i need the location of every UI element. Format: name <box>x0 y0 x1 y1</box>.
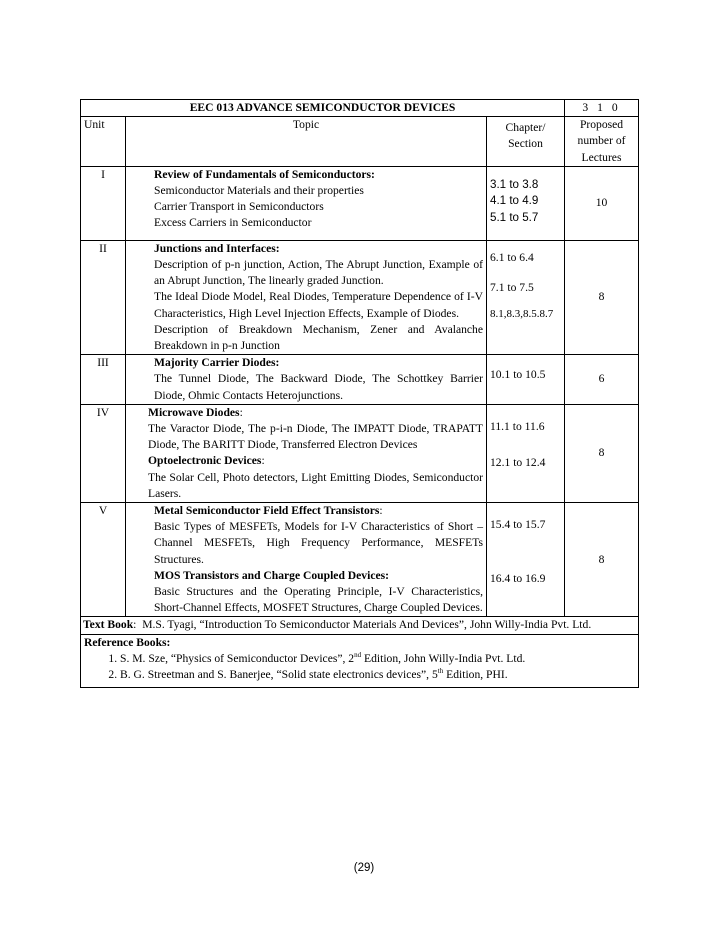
reference-text: S. M. Sze, “Physics of Semiconductor Devices”, 2 <box>120 651 355 665</box>
page-number: (29) <box>353 862 375 874</box>
section-ref: 11.1 to 11.6 <box>490 419 545 433</box>
topic-line: Semiconductor Materials and their properties <box>154 184 364 198</box>
reference-text: Edition, John Willy-India Pvt. Ltd. <box>361 651 526 665</box>
unit-row-1 <box>81 166 639 240</box>
unit-heading: Junctions and Interfaces: <box>154 241 280 255</box>
chapter-sections <box>487 166 565 240</box>
reference-sup: th <box>437 667 444 676</box>
topic-header: Topic <box>126 117 487 167</box>
references <box>81 634 639 688</box>
unit-heading-line: Optoelectronic Devices: <box>148 454 265 468</box>
lecture-count: 8 <box>565 404 639 502</box>
chapter-header: Chapter/ Section <box>487 117 565 167</box>
topic-line: The Solar Cell, Photo detectors, Light Emitting Diodes, Semiconductor Lasers. <box>148 470 483 500</box>
lecture-count: 10 <box>565 166 639 240</box>
reference-text: Edition, PHI. <box>443 668 508 682</box>
chapter-sections <box>487 404 565 502</box>
course-title-row <box>81 100 639 117</box>
unit-header: Unit <box>81 117 126 167</box>
section-ref: 7.1 to 7.5 <box>490 281 534 295</box>
unit-heading: Metal Semiconductor Field Effect Transistors <box>154 504 380 518</box>
topic-line: The Tunnel Diode, The Backward Diode, The Schottkey Barrier Diode, Ohmic Contacts Heterojunctions. <box>154 372 483 402</box>
textbook-row <box>81 617 639 634</box>
textbook-text: M.S. Tyagi, “Introduction To Semiconductor Materials And Devices”, John Willy-India Pvt. Ltd. <box>142 618 592 632</box>
unit-row-4 <box>81 404 639 502</box>
unit-heading: Microwave Diodes <box>148 405 240 419</box>
chapter-sections <box>487 355 565 405</box>
section-ref: 5.1 to 5.7 <box>490 210 539 224</box>
unit-heading: Optoelectronic Devices <box>148 454 262 468</box>
chapter-sections <box>487 240 565 354</box>
section-ref: 6.1 to 6.4 <box>490 250 534 264</box>
section-ref: 10.1 to 10.5 <box>490 368 546 382</box>
textbook-label: Text Book <box>83 618 134 632</box>
unit-number: III <box>81 355 126 405</box>
unit-topic <box>126 404 487 502</box>
reference-sup: nd <box>354 651 362 660</box>
topic-line: The Varactor Diode, The p-i-n Diode, The IMPATT Diode, TRAPATT Diode, The BARITT Diode, Transferred Electron Devices <box>148 422 483 452</box>
section-ref: 12.1 to 12.4 <box>490 456 546 470</box>
unit-heading-line: Metal Semiconductor Field Effect Transistors: <box>154 504 383 518</box>
lecture-count: 8 <box>565 503 639 617</box>
unit-row-2 <box>81 240 639 354</box>
course-title: EEC 013 ADVANCE SEMICONDUCTOR DEVICES <box>81 100 565 117</box>
unit-topic <box>126 503 487 617</box>
topic-line: Basic Types of MESFETs, Models for I-V Characteristics of Short – Channel MESFETs, High Frequency Performance, MESFETs Structures. <box>154 520 483 566</box>
section-ref: 4.1 to 4.9 <box>490 194 539 208</box>
unit-row-5 <box>81 503 639 617</box>
section-ref: 16.4 to 16.9 <box>490 572 546 586</box>
unit-heading: Review of Fundamentals of Semiconductors: <box>154 167 375 181</box>
textbook: Text Book: M.S. Tyagi, “Introduction To Semiconductor Materials And Devices”, John Willy-India Pvt. Ltd. <box>81 617 639 634</box>
unit-number: V <box>81 503 126 617</box>
unit-number: IV <box>81 404 126 502</box>
references-row <box>81 634 639 688</box>
unit-number: II <box>81 240 126 354</box>
topic-line: Excess Carriers in Semiconductor <box>154 216 312 230</box>
unit-topic <box>126 355 487 405</box>
unit-topic <box>126 240 487 354</box>
ltp-value: 3 1 0 <box>565 100 639 117</box>
unit-heading-line: Microwave Diodes: <box>148 405 243 419</box>
reference-item <box>120 667 635 683</box>
chapter-sections <box>487 503 565 617</box>
reference-item <box>120 651 635 667</box>
unit-number: I <box>81 166 126 240</box>
reference-list <box>84 651 635 683</box>
section-ref: 3.1 to 3.8 <box>490 177 539 191</box>
lecture-count: 6 <box>565 355 639 405</box>
lecture-count: 8 <box>565 240 639 354</box>
header-row <box>81 117 639 167</box>
syllabus-table <box>80 99 639 688</box>
section-ref: 15.4 to 15.7 <box>490 518 546 532</box>
topic-line: Carrier Transport in Semiconductors <box>154 200 324 214</box>
unit-row-3 <box>81 355 639 405</box>
topic-line: The Ideal Diode Model, Real Diodes, Temperature Dependence of I-V Characteristics, High Level Injection Effects, Example of Diodes. <box>154 290 483 320</box>
reference-text: B. G. Streetman and S. Banerjee, “Solid state electronics devices”, 5 <box>120 668 438 682</box>
unit-topic <box>126 166 487 240</box>
topic-line: Description of p-n junction, Action, The Abrupt Junction, Example of an Abrupt Junction, The linearly graded Junction. <box>154 258 483 288</box>
references-label: Reference Books: <box>84 635 171 649</box>
topic-line: Basic Structures and the Operating Principle, I-V Characteristics, Short-Channel Effects, MOSFET Structures, Charge Coupled Devices. <box>154 585 483 615</box>
unit-heading: MOS Transistors and Charge Coupled Devices: <box>154 568 389 582</box>
topic-line: Description of Breakdown Mechanism, Zener and Avalanche Breakdown in p-n Junction <box>154 322 483 353</box>
lectures-header: Proposed number of Lectures <box>565 117 639 167</box>
section-ref: 8.1,8.3,8.5.8.7 <box>490 308 554 321</box>
unit-heading: Majority Carrier Diodes: <box>154 356 280 370</box>
